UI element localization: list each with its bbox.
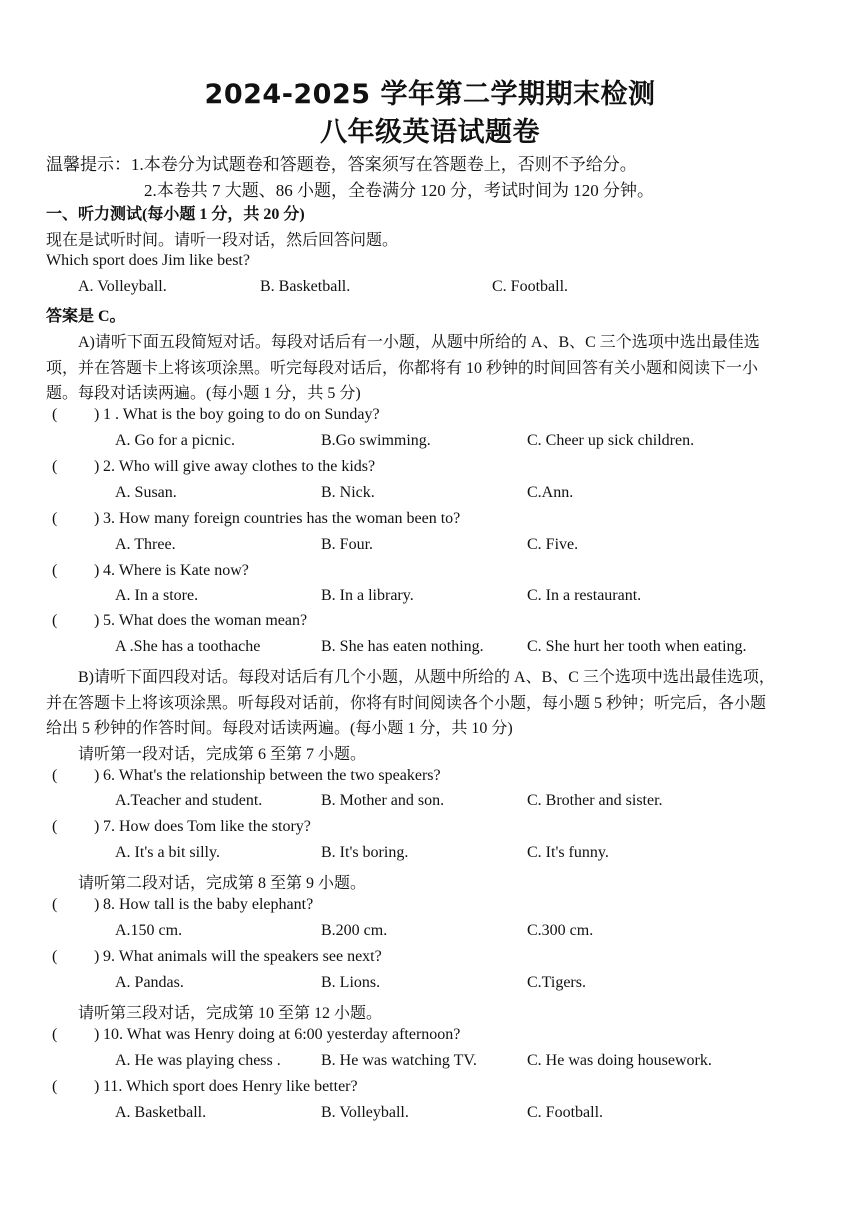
- answer-blank-open: (: [52, 767, 58, 784]
- option-c: C. She hurt her tooth when eating.: [527, 638, 747, 655]
- question-text: 6. What's the relationship between the two speakers?: [103, 767, 441, 784]
- answer-blank-close: ): [94, 1078, 100, 1095]
- answer-blank-open: (: [52, 612, 58, 629]
- tip-2: 2.本卷共 7 大题、86 小题，全卷满分 120 分，考试时间为 120 分钟。: [144, 181, 654, 200]
- question-text: 4. Where is Kate now?: [103, 562, 249, 579]
- dialogue-1-intro: 请听第一段对话，完成第 6 至第 7 小题。: [78, 746, 367, 763]
- answer-blank-close: ): [94, 818, 100, 835]
- question-text: 9. What animals will the speakers see next?: [103, 948, 382, 965]
- option-b: B. It's boring.: [321, 844, 409, 861]
- answer-blank-close: ): [94, 1026, 100, 1043]
- trial-question: Which sport does Jim like best?: [46, 252, 250, 269]
- question-text: 7. How does Tom like the story?: [103, 818, 311, 835]
- option-c: C.Tigers.: [527, 974, 586, 991]
- question-text: 11. Which sport does Henry like better?: [103, 1078, 358, 1095]
- partA-instruction-1: A)请听下面五段简短对话。每段对话后有一小题，从题中所给的 A、B、C 三个选项中选出最佳选: [78, 334, 760, 351]
- partB-instruction-1: B)请听下面四段对话。每段对话后有几个小题，从题中所给的 A、B、C 三个选项中选出最佳选项，: [78, 669, 775, 686]
- option-a: A. Susan.: [115, 484, 177, 501]
- option-c: C. Brother and sister.: [527, 792, 663, 809]
- option-b: B. In a library.: [321, 587, 414, 604]
- partA-instruction-2: 项，并在答题卡上将该项涂黑。听完每段对话后，你都将有 10 秒钟的时间回答有关小题和阅读下一小: [46, 360, 759, 377]
- tip-label: 温馨提示：: [46, 155, 131, 174]
- option-b: B.Go swimming.: [321, 432, 431, 449]
- dialogue-3-intro: 请听第三段对话，完成第 10 至第 12 小题。: [78, 1005, 383, 1022]
- answer-blank-open: (: [52, 818, 58, 835]
- trial-option-a: A. Volleyball.: [78, 278, 167, 295]
- answer-blank-open: (: [52, 1078, 58, 1095]
- option-c: C. Cheer up sick children.: [527, 432, 695, 449]
- trial-option-b: B. Basketball.: [260, 278, 351, 295]
- option-a: A.150 cm.: [115, 922, 183, 939]
- answer-blank-open: (: [52, 458, 58, 475]
- option-c: C. Football.: [527, 1104, 604, 1121]
- trial-option-c: C. Football.: [492, 278, 569, 295]
- question-text: 1 . What is the boy going to do on Sunday?: [103, 406, 380, 423]
- answer-blank-close: ): [94, 612, 100, 629]
- question-text: 8. How tall is the baby elephant?: [103, 896, 314, 913]
- answer-blank-close: ): [94, 406, 100, 423]
- partA-instruction-3: 题。每段对话读两遍。(每小题 1 分，共 5 分): [46, 385, 361, 402]
- answer-blank-open: (: [52, 562, 58, 579]
- dialogue-2-intro: 请听第二段对话，完成第 8 至第 9 小题。: [78, 875, 367, 892]
- option-b: B. Nick.: [321, 484, 375, 501]
- option-b: B. Mother and son.: [321, 792, 445, 809]
- partB-instruction-2: 并在答题卡上将该项涂黑。听每段对话前，你将有时间阅读各个小题，每小题 5 秒钟；听完后，各小题: [46, 695, 767, 712]
- option-a: A. In a store.: [115, 587, 199, 604]
- option-a: A. He was playing chess .: [115, 1052, 281, 1069]
- option-b: B. She has eaten nothing.: [321, 638, 484, 655]
- exam-title: 2024-2025 学年第二学期期末检测: [204, 79, 656, 110]
- question-text: 2. Who will give away clothes to the kids?: [103, 458, 376, 475]
- answer-blank-close: ): [94, 562, 100, 579]
- option-c: C. It's funny.: [527, 844, 609, 861]
- option-c: C. Five.: [527, 536, 579, 553]
- option-a: A. Basketball.: [115, 1104, 207, 1121]
- tip-1: 1.本卷分为试题卷和答题卷，答案须写在答题卷上，否则不予给分。: [131, 155, 637, 174]
- answer-blank-open: (: [52, 406, 58, 423]
- answer-blank-close: ): [94, 948, 100, 965]
- tip-line-1: [46, 150, 637, 175]
- answer-blank-open: (: [52, 510, 58, 527]
- answer-blank-close: ): [94, 458, 100, 475]
- trial-intro: 现在是试听时间。请听一段对话，然后回答问题。: [46, 232, 399, 249]
- option-b: B.200 cm.: [321, 922, 388, 939]
- answer-blank-open: (: [52, 948, 58, 965]
- option-c: C.300 cm.: [527, 922, 594, 939]
- option-a: A .She has a toothache: [115, 638, 261, 655]
- answer-blank-open: (: [52, 1026, 58, 1043]
- answer-blank-close: ): [94, 510, 100, 527]
- exam-subtitle: 八年级英语试题卷: [320, 117, 540, 148]
- option-a: A. Three.: [115, 536, 176, 553]
- option-a: A.Teacher and student.: [115, 792, 263, 809]
- answer-blank-close: ): [94, 767, 100, 784]
- option-c: C. In a restaurant.: [527, 587, 642, 604]
- question-text: 10. What was Henry doing at 6:00 yesterday afternoon?: [103, 1026, 461, 1043]
- trial-answer: 答案是 C。: [46, 308, 126, 325]
- option-a: A. Go for a picnic.: [115, 432, 235, 449]
- option-c: C.Ann.: [527, 484, 574, 501]
- answer-blank-open: (: [52, 896, 58, 913]
- question-text: 3. How many foreign countries has the woman been to?: [103, 510, 461, 527]
- option-c: C. He was doing housework.: [527, 1052, 712, 1069]
- option-a: A. It's a bit silly.: [115, 844, 220, 861]
- option-b: B. Lions.: [321, 974, 381, 991]
- answer-blank-close: ): [94, 896, 100, 913]
- partB-instruction-3: 给出 5 秒钟的作答时间。每段对话读两遍。(每小题 1 分，共 10 分): [46, 720, 513, 737]
- section1-heading: 一、听力测试(每小题 1 分，共 20 分): [46, 206, 305, 223]
- option-b: B. Volleyball.: [321, 1104, 409, 1121]
- option-b: B. He was watching TV.: [321, 1052, 477, 1069]
- option-b: B. Four.: [321, 536, 374, 553]
- option-a: A. Pandas.: [115, 974, 184, 991]
- question-text: 5. What does the woman mean?: [103, 612, 308, 629]
